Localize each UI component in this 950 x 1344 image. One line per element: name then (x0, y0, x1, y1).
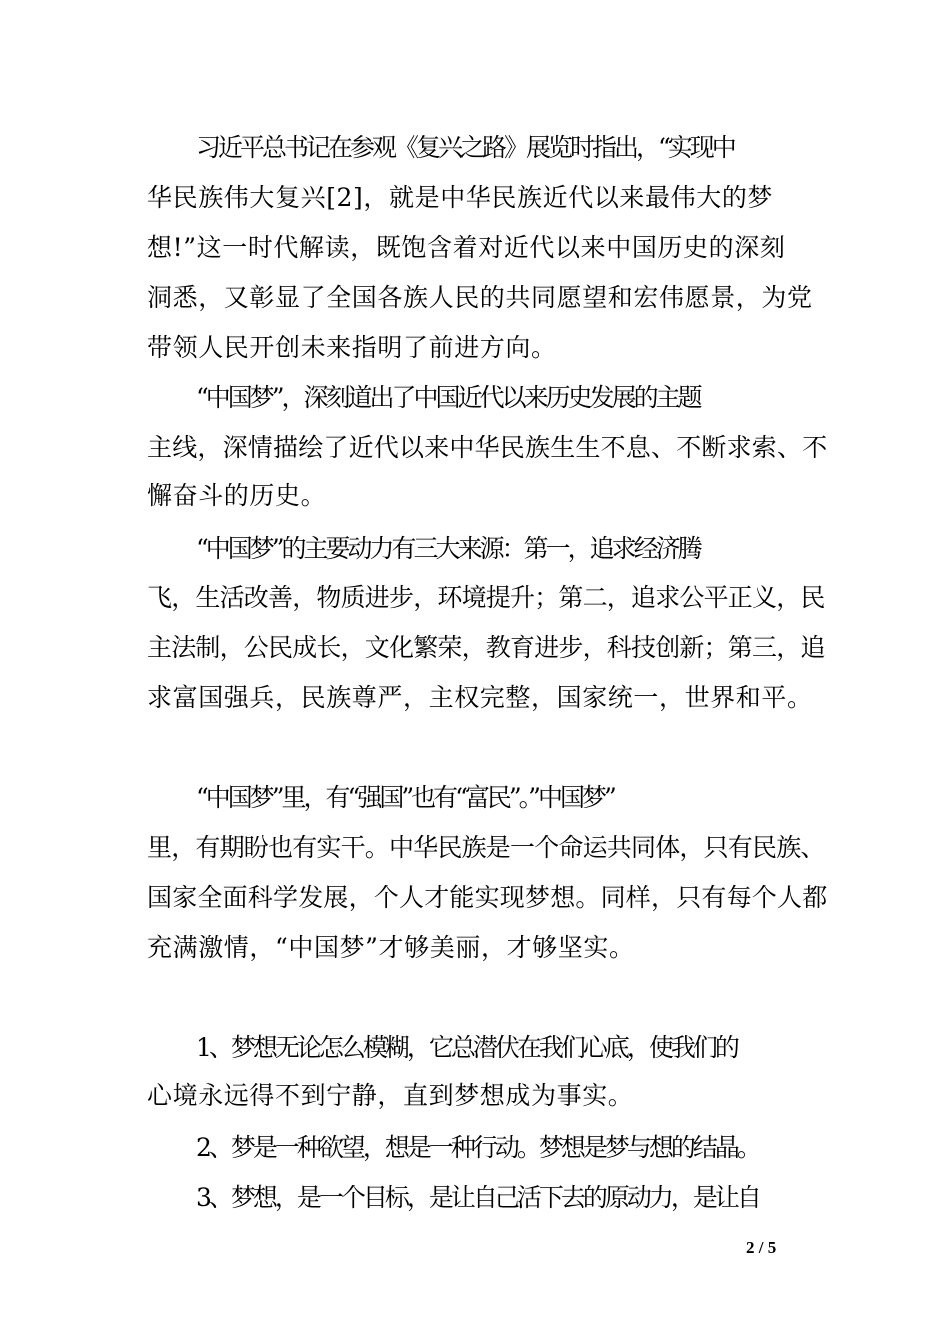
paragraph-line: “中国梦”的主要动力有三大来源：第一，追求经济腾 (196, 534, 700, 563)
paragraph-line: 习近平总书记在参观《复兴之路》展览时指出，“实现中 (196, 133, 734, 162)
paragraph-line: 心境永远得不到宁静，直到梦想成为事实。 (147, 1081, 634, 1110)
paragraph-line: 充满激情，“中国梦”才够美丽，才够坚实。 (147, 933, 635, 962)
paragraph-line: 国家全面科学发展，个人才能实现梦想。同样，只有每个人都 (147, 883, 828, 912)
paragraph-line: “中国梦”里，有“强国”也有“富民”。”中国梦” (196, 783, 614, 812)
paragraph-line: 主线，深情描绘了近代以来中华民族生生不息、不断求索、不 (147, 433, 828, 462)
paragraph-line: 3、梦想，是一个目标，是让自己活下去的原动力，是让自 (196, 1183, 759, 1212)
paragraph-line: 华民族伟大复兴[2]，就是中华民族近代以来最伟大的梦 (147, 183, 774, 212)
paragraph-line: 飞，生活改善，物质进步，环境提升；第二，追求公平正义，民 (147, 583, 825, 612)
paragraph-line: 洞悉，又彰显了全国各族人民的共同愿望和宏伟愿景，为党 (147, 283, 813, 312)
paragraph-line: 1、梦想无论怎么模糊，它总潜伏在我们心底，使我们的 (196, 1033, 737, 1062)
paragraph-line: 求富国强兵，民族尊严，主权完整，国家统一，世界和平。 (147, 683, 813, 712)
paragraph-line: 2、梦是一种欲望，想是一种行动。梦想是梦与想的结晶。 (196, 1133, 759, 1162)
paragraph-line: “中国梦”，深刻道出了中国近代以来历史发展的主题 (196, 383, 700, 412)
paragraph-line: 想!”这一时代解读，既饱含着对近代以来中国历史的深刻 (147, 233, 786, 262)
paragraph-line: 里，有期盼也有实干。中华民族是一个命运共同体，只有民族、 (147, 833, 825, 862)
paragraph-line: 懈奋斗的历史。 (147, 481, 327, 510)
paragraph-line: 主法制，公民成长，文化繁荣，教育进步，科技创新；第三，追 (147, 633, 825, 662)
page-number: 2 / 5 (746, 1238, 777, 1257)
paragraph-line: 带领人民开创未来指明了前进方向。 (147, 333, 557, 362)
